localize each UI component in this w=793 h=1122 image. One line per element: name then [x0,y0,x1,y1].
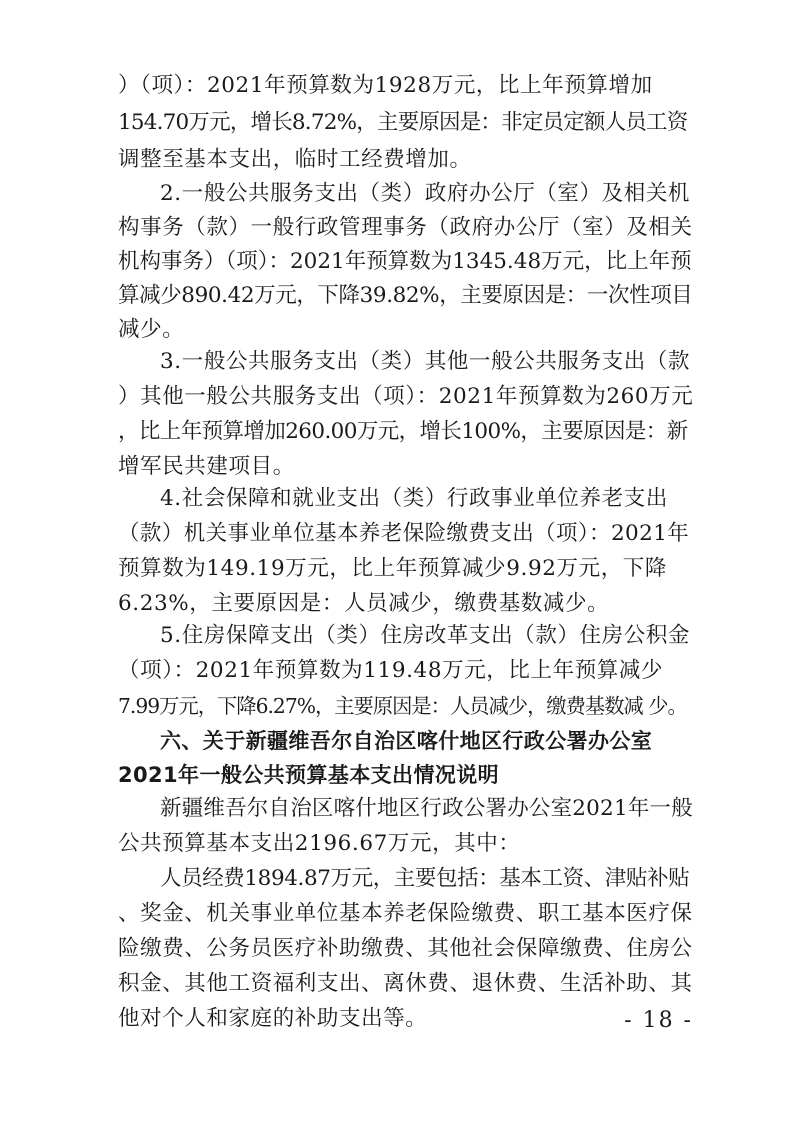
paragraph-line: 调整至基本支出，临时工经费增加。 [118,147,472,172]
paragraph-line: （款）机关事业单位基本养老保险缴费支出（项）：2021年 [118,521,690,546]
paragraph-line: 5.住房保障支出（类）住房改革支出（款）住房公积金 [160,623,691,648]
paragraph-line: 6.23%，主要原因是：人员减少，缴费基数减少。 [118,591,610,616]
paragraph-line: （项）：2021年预算数为119.48万元，比上年预算减少 [118,658,664,683]
paragraph-line: 机构事务）（项）：2021年预算数为1345.48万元，比上年预 [118,249,692,274]
paragraph-line: 4.社会保障和就业支出（类）行政事业单位养老支出 [160,486,668,511]
paragraph-line: 构事务（款）一般行政管理事务（政府办公厅（室）及相关 [118,215,693,240]
page-number: - 18 - [624,1008,693,1033]
paragraph-line: 7.99万元，下降6.27%，主要原因是：人员减少，缴费基数减 少。 [118,694,687,718]
paragraph-line: 险缴费、公务员医疗补助缴费、其他社会保障缴费、住房公 [118,936,693,961]
paragraph-line: 3.一般公共服务支出（类）其他一般公共服务支出（款 [160,349,691,374]
paragraph-line: ，比上年预算增加260.00万元，增长100%，主要原因是：新 [118,419,688,444]
paragraph-line: 预算数为149.19万元，比上年预算减少9.92万元，下降 [118,556,668,581]
paragraph-line: ）其他一般公共服务支出（项）：2021年预算数为260万元 [118,384,694,409]
paragraph-line: 新疆维吾尔自治区喀什地区行政公署办公室2021年一般 [160,796,693,821]
paragraph-line: ）（项）：2021年预算数为1928万元，比上年预算增加 [118,73,653,98]
paragraph-line: 、奖金、机关事业单位基本养老保险缴费、职工基本医疗保 [118,901,693,926]
paragraph-line: 154.70万元，增长8.72%，主要原因是：非定员定额人员工资 [118,110,688,135]
section-heading: 六、关于新疆维吾尔自治区喀什地区行政公署办公室 [160,729,653,753]
paragraph-line: 人员经费1894.87万元，主要包括：基本工资、津贴补贴 [160,866,690,891]
paragraph-line: 增军民共建项目。 [118,454,295,479]
paragraph-line: 公共预算基本支出2196.67万元，其中： [118,831,521,856]
paragraph-line: 积金、其他工资福利支出、离休费、退休费、生活补助、其 [118,971,693,996]
paragraph-line: 2.一般公共服务支出（类）政府办公厅（室）及相关机 [160,181,691,206]
section-heading: 2021年一般公共预算基本支出情况说明 [118,763,500,787]
paragraph-line: 减少。 [118,317,185,342]
paragraph-line: 算减少890.42万元，下降39.82%，主要原因是：一次性项目 [118,283,693,308]
paragraph-line: 他对个人和家庭的补助支出等。 [118,1006,428,1031]
